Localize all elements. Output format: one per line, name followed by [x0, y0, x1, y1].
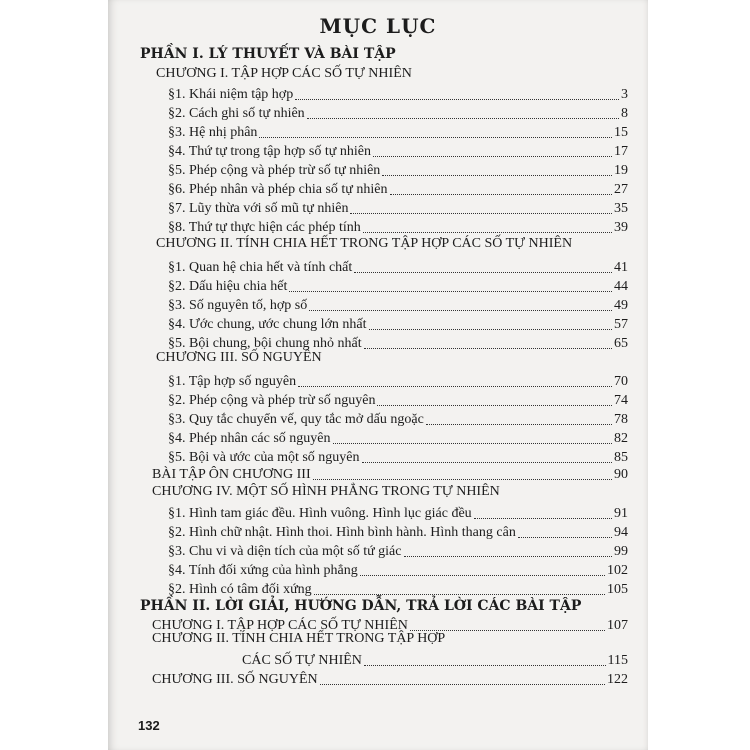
- toc-entry: CHƯƠNG I. TẬP HỢP CÁC SỐ TỰ NHIÊN 107: [152, 618, 628, 633]
- toc-entry: §2. Hình chữ nhật. Hình thoi. Hình bình hành. Hình thang cân 94: [168, 525, 628, 540]
- part-2-heading: PHẦN II. LỜI GIẢI, HƯỚNG DẪN, TRẢ LỜI CÁC BÀI TẬP: [140, 598, 582, 614]
- toc-entry: §4. Tính đối xứng của hình phẳng 102: [168, 563, 628, 578]
- toc-entry-line: CHƯƠNG II. TÍNH CHIA HẾT TRONG TẬP HỢP: [152, 631, 446, 646]
- toc-entry: §3. Hệ nhị phân 15: [168, 125, 628, 140]
- toc-title: MỤC LỤC: [319, 14, 437, 38]
- book-page: [108, 0, 648, 750]
- toc-entry: §3. Chu vi và diện tích của một số tứ giác 99: [168, 544, 628, 559]
- toc-entry: §8. Thứ tự thực hiện các phép tính 39: [168, 220, 628, 235]
- toc-entry: §4. Phép nhân các số nguyên 82: [168, 431, 628, 446]
- toc-entry: §6. Phép nhân và phép chia số tự nhiên 27: [168, 182, 628, 197]
- toc-entry: §1. Quan hệ chia hết và tính chất 41: [168, 260, 628, 275]
- chapter-2-heading: CHƯƠNG II. TÍNH CHIA HẾT TRONG TẬP HỢP CÁC SỐ TỰ NHIÊN: [156, 236, 573, 251]
- toc-entry-review: BÀI TẬP ÔN CHƯƠNG III 90: [152, 467, 628, 482]
- toc-entry: §2. Dấu hiệu chia hết 44: [168, 279, 628, 294]
- page-number: 132: [138, 718, 160, 733]
- toc-entry: §5. Bội và ước của một số nguyên 85: [168, 450, 628, 465]
- toc-entry: §5. Phép cộng và phép trừ số tự nhiên 19: [168, 163, 628, 178]
- toc-entry: §5. Bội chung, bội chung nhỏ nhất 65: [168, 336, 628, 351]
- toc-entry: §2. Phép cộng và phép trừ số nguyên 74: [168, 393, 628, 408]
- toc-entry: CHƯƠNG III. SỐ NGUYÊN 122: [152, 672, 628, 687]
- toc-entry: §2. Cách ghi số tự nhiên 8: [168, 106, 628, 121]
- toc-entry: §1. Tập hợp số nguyên 70: [168, 374, 628, 389]
- toc-entry: §1. Khái niệm tập hợp 3: [168, 87, 628, 102]
- toc-entry: CÁC SỐ TỰ NHIÊN 115: [242, 653, 628, 668]
- toc-entry: §7. Lũy thừa với số mũ tự nhiên 35: [168, 201, 628, 216]
- chapter-4-heading: CHƯƠNG IV. MỘT SỐ HÌNH PHẲNG TRONG TỰ NHIÊN: [152, 484, 500, 499]
- chapter-3-heading: CHƯƠNG III. SỐ NGUYÊN: [156, 350, 322, 365]
- toc-entry: §3. Số nguyên tố, hợp số 49: [168, 298, 628, 313]
- toc-entry: §4. Thứ tự trong tập hợp số tự nhiên 17: [168, 144, 628, 159]
- toc-entry: §2. Hình có tâm đối xứng 105: [168, 582, 628, 597]
- part-1-heading: PHẦN I. LÝ THUYẾT VÀ BÀI TẬP: [140, 46, 396, 62]
- toc-entry: §1. Hình tam giác đều. Hình vuông. Hình lục giác đều 91: [168, 506, 628, 521]
- chapter-1-heading: CHƯƠNG I. TẬP HỢP CÁC SỐ TỰ NHIÊN: [156, 66, 412, 81]
- toc-entry: §4. Ước chung, ước chung lớn nhất 57: [168, 317, 628, 332]
- toc-entry: §3. Quy tắc chuyển vế, quy tắc mở dấu ngoặc 78: [168, 412, 628, 427]
